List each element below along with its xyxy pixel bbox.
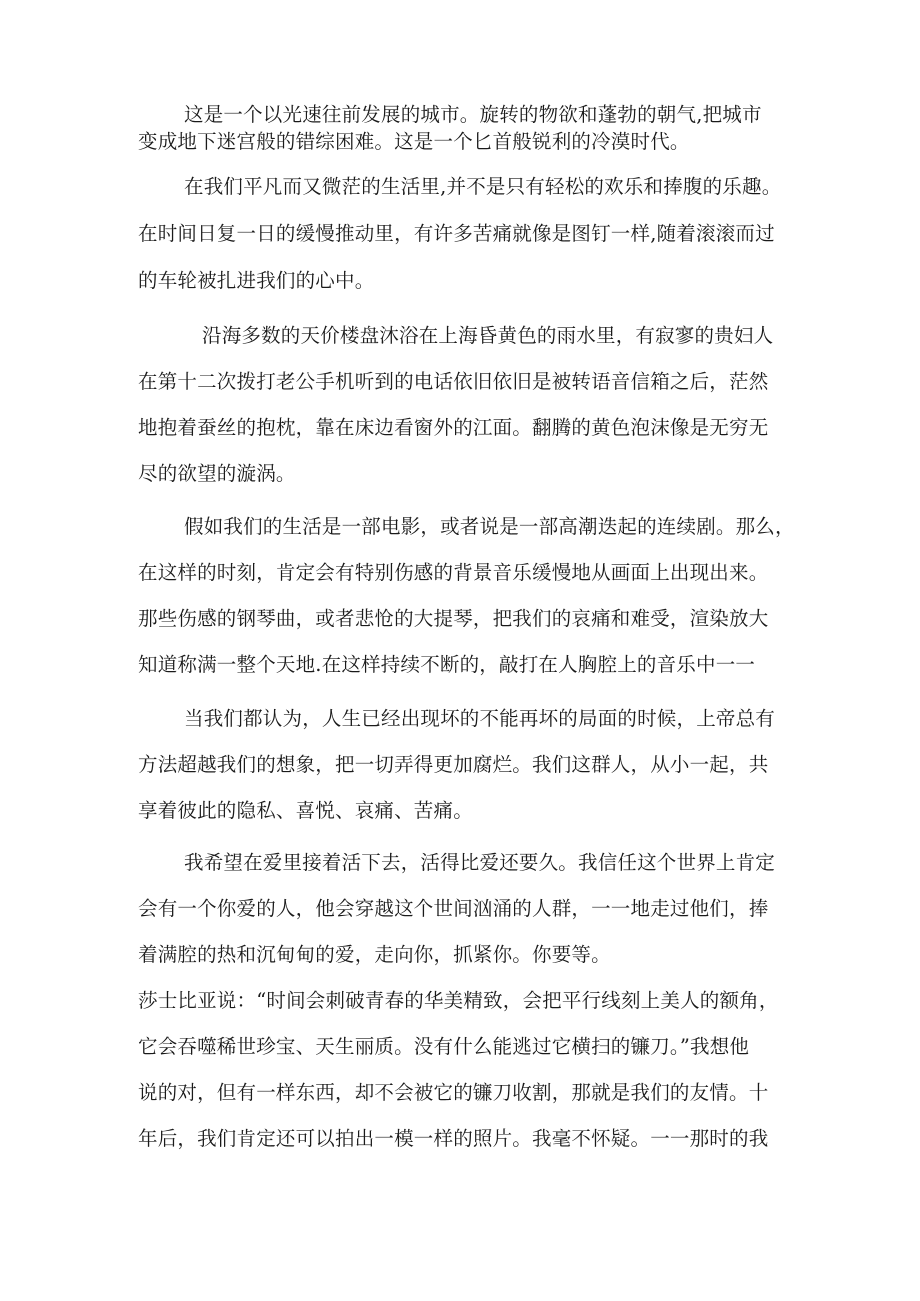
text-line: 在我们平凡而又微茫的生活里,并不是只有轻松的欢乐和捧腹的乐趣。 — [184, 175, 782, 198]
text-line: 方法超越我们的想象，把一切弄得更加腐烂。我们这群人，从小一起，共 — [138, 753, 769, 776]
text-line: 假如我们的生活是一部电影，或者说是一部高潮迭起的连续剧。那么， — [184, 515, 795, 538]
text-line: 在第十二次拨打老公手机听到的电话依旧依旧是被转语音信箱之后，茫然 — [138, 370, 769, 393]
text-line: 我希望在爱里接着活下去，活得比爱还要久。我信任这个世界上肯定 — [184, 851, 776, 874]
text-line: 尽的欲望的漩涡。 — [138, 462, 296, 485]
text-line: 会有一个你爱的人，他会穿越这个世间汹涌的人群，一一地走过他们，捧 — [138, 897, 769, 920]
text-line: 那些伤感的钢琴曲，或者悲怆的大提琴，把我们的哀痛和难受，渲染放大 — [138, 607, 769, 630]
text-line: 的车轮被扎进我们的心中。 — [138, 269, 375, 292]
text-line: 地抱着蚕丝的抱枕，靠在床边看窗外的江面。翻腾的黄色泡沫像是无穷无 — [138, 416, 769, 439]
text-line: 它会吞噬稀世珍宝、天生丽质。没有什么能逃过它横扫的镰刀。”我想他 — [138, 1035, 750, 1058]
text-line: 莎士比亚说：“时间会刺破青春的华美精致，会把平行线刻上美人的额角， — [138, 989, 779, 1012]
text-line: 享着彼此的隐私、喜悦、哀痛、苦痛。 — [138, 799, 473, 822]
text-line: 年后，我们肯定还可以拍出一模一样的照片。我毫不怀疑。一一那时的我 — [138, 1127, 769, 1150]
text-line: 沿海多数的天价楼盘沐浴在上海昏黄色的雨水里，有寂寥的贵妇人 — [202, 324, 774, 347]
text-line: 在时间日复一日的缓慢推动里，有许多苦痛就像是图钉一样,随着滚滚而过 — [138, 222, 775, 245]
text-line: 着满腔的热和沉甸甸的爱，走向你，抓紧你。你要等。 — [138, 943, 611, 966]
text-line: 这是一个以光速往前发展的城市。旋转的物欲和蓬勃的朝气,把城市 — [184, 103, 762, 126]
text-line: 知道称满一整个天地.在这样持续不断的，敲打在人胸腔上的音乐中一一 — [138, 653, 756, 676]
text-line: 当我们都认为，人生已经出现坏的不能再坏的局面的时候，上帝总有 — [184, 707, 776, 730]
text-line: 在这样的时刻，肯定会有特别伤感的背景音乐缓慢地从画面上出现出来。 — [138, 561, 769, 584]
text-line: 说的对，但有一样东西，却不会被它的镰刀收割，那就是我们的友情。十 — [138, 1081, 769, 1104]
text-line: 变成地下迷宫般的错综困难。这是一个匕首般锐利的冷漠时代。 — [138, 130, 690, 153]
